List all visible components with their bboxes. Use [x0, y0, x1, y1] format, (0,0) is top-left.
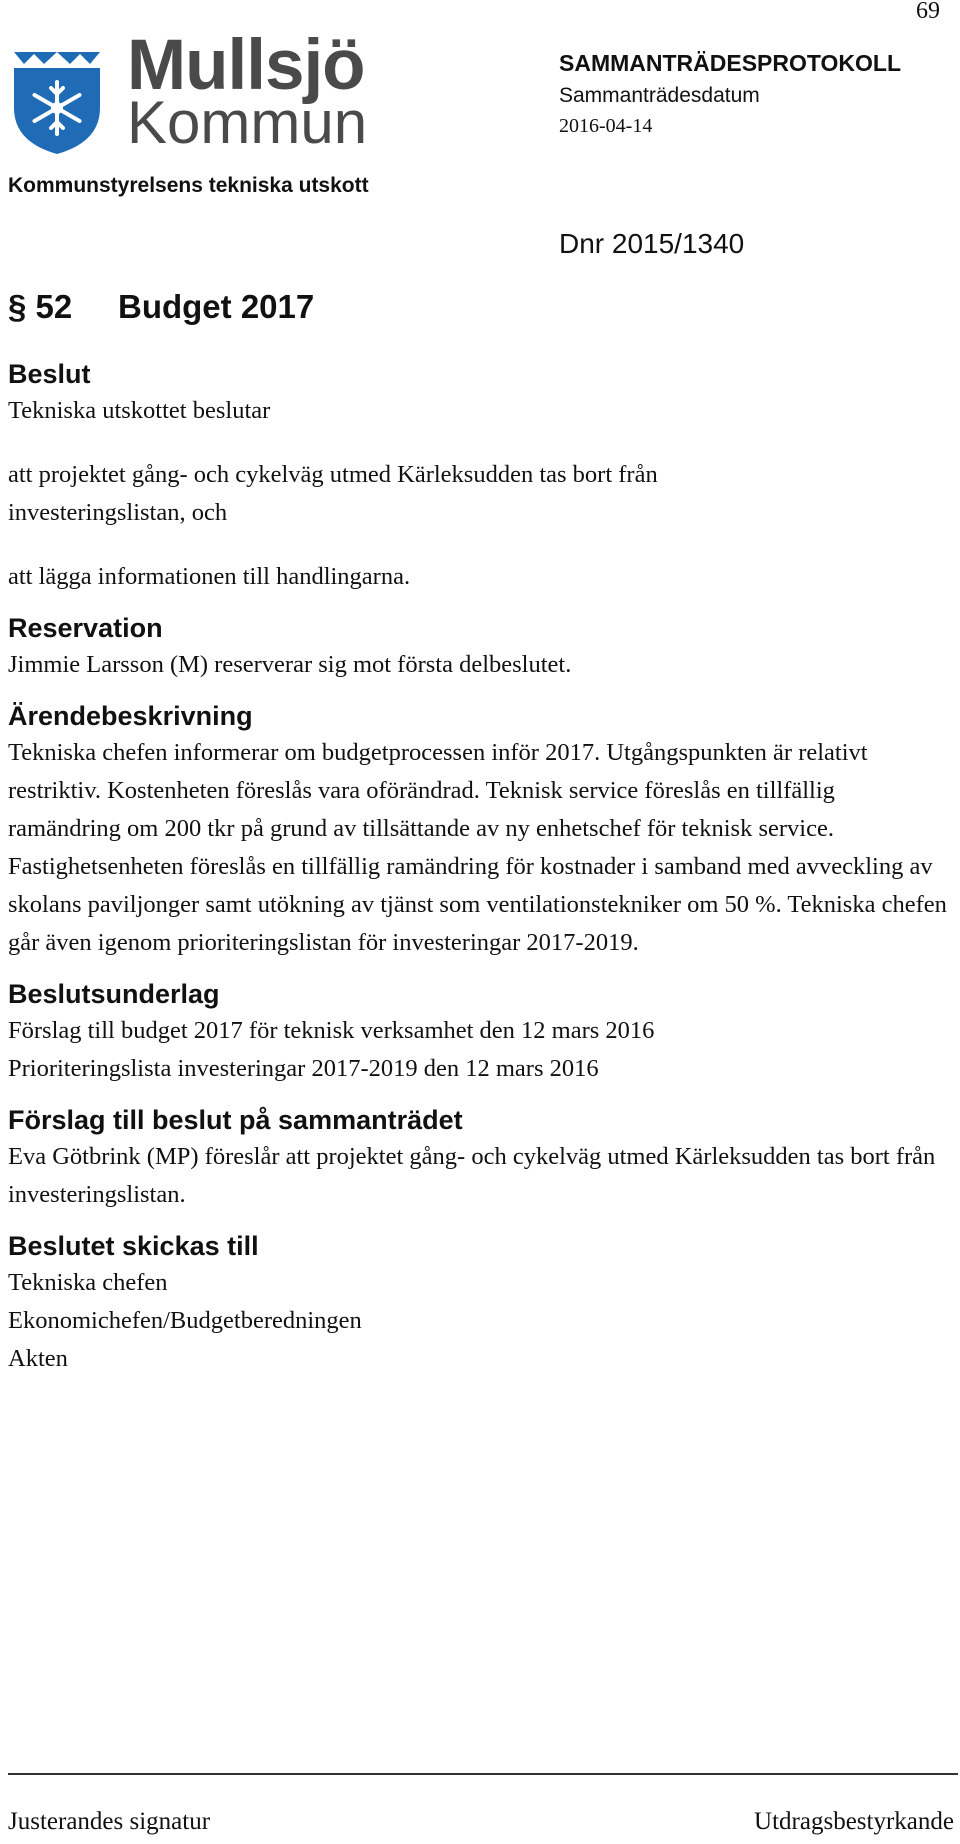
committee-name: Kommunstyrelsens tekniska utskott [8, 174, 369, 197]
reservation-heading: Reservation [8, 613, 163, 643]
skickas-recipient-3: Akten [8, 1345, 68, 1372]
beslut-intro: Tekniska utskottet beslutar [8, 397, 271, 424]
beslut-heading: Beslut [8, 359, 91, 389]
arendebeskrivning-text: Tekniska chefen informerar om budgetprocessen inför 2017. Utgångspunkten är relativt restriktiv. Kostenheten föreslås vara oförändrad. Teknisk service föreslås en tillfällig ramändring om 200 tkr på grund av tillsättande av ny enhetschef för teknisk service. Fastighetsenheten föreslås en tillfällig ramändring för kostnader i samband med avveckling av skolans paviljonger samt utökning av tjänst som ventilationstekniker om 50 %. Tekniska chefen går även igenom prioriteringslistan för investeringar 2017-2019. [8, 739, 947, 956]
skickas-recipient-1: Tekniska chefen [8, 1269, 168, 1296]
skickas-recipient-2: Ekonomichefen/Budgetberedningen [8, 1307, 362, 1334]
logo-wordmark-line2: Kommun [127, 89, 368, 156]
meeting-date: 2016-04-14 [559, 115, 653, 137]
arendebeskrivning-heading: Ärendebeskrivning [8, 701, 253, 731]
beslutsunderlag-heading: Beslutsunderlag [8, 979, 220, 1009]
forslag-text: Eva Götbrink (MP) föreslår att projektet gång- och cykelväg utmed Kärleksudden tas bort från investeringslistan. [8, 1143, 936, 1208]
skickas-heading: Beslutet skickas till [8, 1231, 259, 1261]
paragraph-title: Budget 2017 [118, 288, 315, 325]
page-number: 69 [916, 0, 940, 24]
beslutsunderlag-item-1: Förslag till budget 2017 för teknisk verksamhet den 12 mars 2016 [8, 1017, 655, 1044]
beslutsunderlag-item-2: Prioriteringslista investeringar 2017-2019 den 12 mars 2016 [8, 1055, 599, 1082]
reservation-text: Jimmie Larsson (M) reserverar sig mot första delbeslutet. [8, 651, 572, 678]
municipality-shield-logo [10, 46, 104, 156]
protocol-title: SAMMANTRÄDESPROTOKOLL [559, 50, 902, 76]
diary-number: Dnr 2015/1340 [559, 228, 745, 259]
forslag-heading: Förslag till beslut på sammanträdet [8, 1105, 463, 1135]
utdragsbestyrkande-label: Utdragsbestyrkande [754, 1808, 954, 1835]
paragraph-number: § 52 [8, 288, 73, 325]
logo-wordmark-line1: Mullsjö [127, 26, 365, 105]
document-body [8, 356, 953, 1378]
paragraph-heading [8, 288, 314, 326]
beslut-point-2: att lägga informationen till handlingarna. [8, 563, 411, 590]
beslut-point-1: att projektet gång- och cykelväg utmed Kärleksudden tas bort från investeringslistan, och [8, 461, 658, 526]
footer-divider [8, 1773, 958, 1775]
meeting-date-label: Sammanträdesdatum [559, 84, 760, 107]
justerandes-signatur-label: Justerandes signatur [8, 1808, 211, 1835]
